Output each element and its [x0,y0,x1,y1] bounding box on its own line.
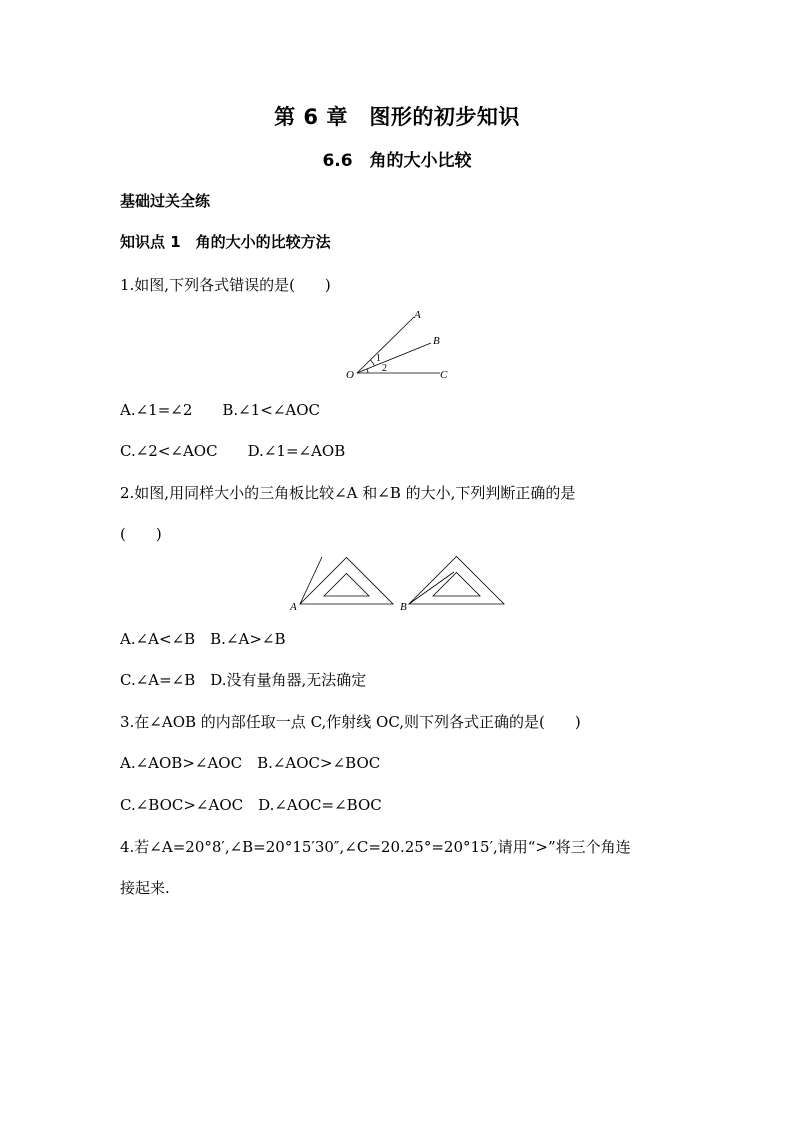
question-3-options-row-1: A.∠AOB>∠AOC B.∠AOC>∠BOC [120,754,381,772]
angle-1-arc [371,360,375,366]
section-title: 6.6 角的大小比较 [322,151,472,171]
right-set-square-hole [433,573,480,597]
question-2-stem: 2.如图,用同样大小的三角板比较∠A 和∠B 的大小,下列判断正确的是 [120,484,576,502]
label-o: O [346,369,354,381]
question-1-options-row-1: A.∠1=∠2 B.∠1<∠AOC [120,401,321,419]
question-4-stem: 4.若∠A=20°8′,∠B=20°15′30″,∠C=20.25°=20°15′,请用“>”将三个角连 [120,838,631,856]
label-a: A [414,309,421,321]
angle-2-arc [367,369,368,373]
chapter-title: 第 6 章 图形的初步知识 [274,105,520,129]
label-angle-b: B [400,601,407,613]
left-set-square-hole [324,574,369,597]
practice-heading: 基础过关全练 [120,192,211,210]
label-angle-a: A [290,601,297,613]
question-1-options-row-2: C.∠2<∠AOC D.∠1=∠AOB [120,442,346,460]
ray-a-side [300,557,322,604]
question-2-figure [288,552,512,616]
question-1-figure [340,306,460,382]
left-set-square [300,558,393,605]
question-1-stem: 1.如图,下列各式错误的是( ) [120,276,331,294]
question-2-options-row-1: A.∠A<∠B B.∠A>∠B [120,630,286,648]
question-3-options-row-2: C.∠BOC>∠AOC D.∠AOC=∠BOC [120,796,382,814]
label-c: C [440,369,448,381]
question-4-stem-cont: 接起来. [120,879,170,897]
ray-b-side [409,572,454,604]
question-2-options-row-2: C.∠A=∠B D.没有量角器,无法确定 [120,671,367,689]
label-angle-1: 1 [376,353,381,364]
knowledge-point-heading: 知识点 1 角的大小的比较方法 [120,233,331,251]
label-angle-2: 2 [382,363,387,374]
ray-ob [357,343,431,373]
question-2-stem-cont: ( ) [120,525,162,543]
right-set-square [409,557,504,605]
question-3-stem: 3.在∠AOB 的内部任取一点 C,作射线 OC,则下列各式正确的是( ) [120,713,581,731]
label-b: B [433,335,440,347]
